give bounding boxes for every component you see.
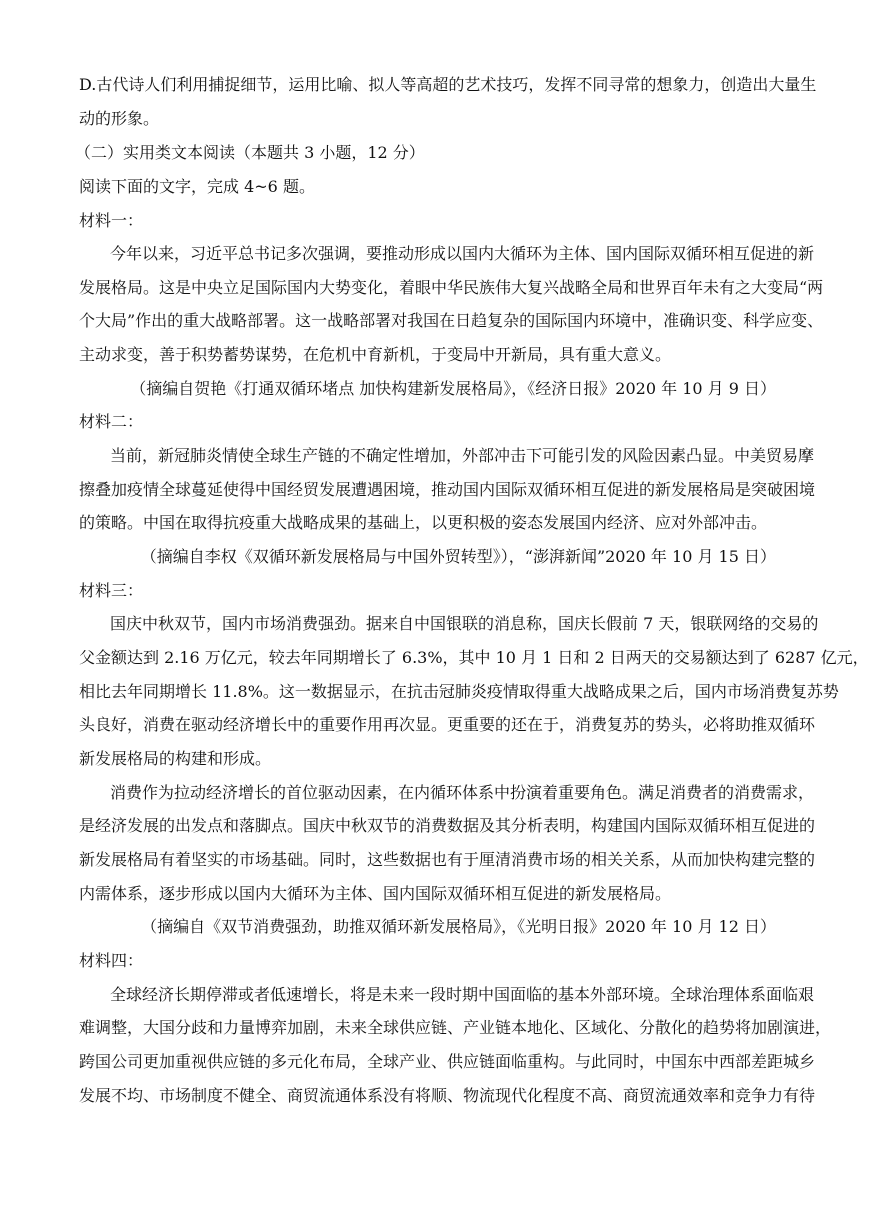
material-2-line-1: 当前，新冠肺炎情使全球生产链的不确定性增加，外部冲击下可能引发的风险因素凸显。中美贸易摩 <box>110 446 815 465</box>
material-1-source: （摘编自贺艳《打通双循环堵点 加快构建新发展格局》，《经济日报》2020 年 10 月 9 日） <box>130 379 776 398</box>
material-3-line-4: 头良好，消费在驱动经济增长中的重要作用再次显。更重要的还在于，消费复苏的势头，必将助推双循环 <box>79 715 816 734</box>
material-3-line-2: 父金额达到 2.16 万亿元，较去年同期增长了 6.3%，其中 10 月 1 日和 2 日两天的交易额达到了 6287 亿元， <box>79 648 869 667</box>
material-3-line-8: 新发展格局有着坚实的市场基础。同时，这些数据也有于厘清消费市场的相关关系，从而加快构建完整的 <box>79 850 816 869</box>
material-3-line-5: 新发展格局的构建和形成。 <box>79 749 272 768</box>
material-1-line-2: 发展格局。这是中央立足国际国内大势变化，着眼中华民族伟大复兴战略全局和世界百年未有之大变局“两 <box>79 278 824 297</box>
material-2-source: （摘编自李权《双循环新发展格局与中国外贸转型》），“澎湃新闻”2020 年 10 月 15 日） <box>140 547 776 566</box>
material-3-line-6: 消费作为拉动经济增长的首位驱动因素，在内循环体系中扮演着重要角色。满足消费者的消费需求， <box>110 783 815 802</box>
material-1-label: 材料一： <box>79 211 144 230</box>
material-3-line-3: 相比去年同期增长 11.8%。这一数据显示，在抗击冠肺炎疫情取得重大战略成果之后，国内市场消费复苏势 <box>79 682 839 701</box>
material-3-line-7: 是经济发展的出发点和落脚点。国庆中秋双节的消费数据及其分析表明，构建国内国际双循环相互促进的 <box>79 816 816 835</box>
material-4-line-1: 全球经济长期停滞或者低速增长，将是未来一段时期中国面临的基本外部环境。全球治理体系面临艰 <box>110 985 815 1004</box>
material-1-line-4: 主动求变，善于积势蓄势谋势，在危机中育新机，于变局中开新局，具有重大意义。 <box>79 345 672 364</box>
material-2-label: 材料二： <box>79 412 144 431</box>
material-1-line-1: 今年以来，习近平总书记多次强调，要推动形成以国内大循环为主体、国内国际双循环相互促进的新 <box>110 244 815 263</box>
material-4-label: 材料四： <box>79 951 144 970</box>
material-2-line-2: 擦叠加疫情全球蔓延使得中国经贸发展遭遇困境，推动国内国际双循环相互促进的新发展格局是突破困境 <box>79 480 816 499</box>
material-2-line-3: 的策略。中国在取得抗疫重大战略成果的基础上，以更积极的姿态发展国内经济、应对外部冲击。 <box>79 513 768 532</box>
material-4-line-3: 跨国公司更加重视供应链的多元化布局，全球产业、供应链面临重构。与此同时，中国东中西部差距城乡 <box>79 1052 816 1071</box>
material-3-label: 材料三： <box>79 581 144 600</box>
instruction-text: 阅读下面的文字，完成 4~6 题。 <box>79 177 315 196</box>
question-d-line-2: 动的形象。 <box>79 109 160 128</box>
material-4-line-2: 难调整，大国分歧和力量博弈加剧，未来全球供应链、产业链本地化、区域化、分散化的趋势将加剧演进， <box>79 1018 832 1037</box>
section-heading: （二）实用类文本阅读（本题共 3 小题，12 分） <box>75 143 425 162</box>
material-3-line-9: 内需体系，逐步形成以国内大循环为主体、国内国际双循环相互促进的新发展格局。 <box>79 884 672 903</box>
material-3-source: （摘编自《双节消费强劲，助推双循环新发展格局》，《光明日报》2020 年 10 月 12 日） <box>141 917 776 936</box>
material-4-line-4: 发展不均、市场制度不健全、商贸流通体系没有将顺、物流现代化程度不高、商贸流通效率和竞争力有待 <box>79 1086 816 1105</box>
material-3-line-1: 国庆中秋双节，国内市场消费强劲。据来自中国银联的消息称，国庆长假前 7 天，银联网络的交易的 <box>110 614 819 633</box>
material-1-line-3: 个大局”作出的重大战略部署。这一战略部署对我国在日趋复杂的国际国内环境中，准确识变、科学应变、 <box>79 311 824 330</box>
question-d-line-1: D.古代诗人们利用捕捉细节，运用比喻、拟人等高超的艺术技巧，发挥不同寻常的想象力，创造出大量生 <box>79 75 817 94</box>
